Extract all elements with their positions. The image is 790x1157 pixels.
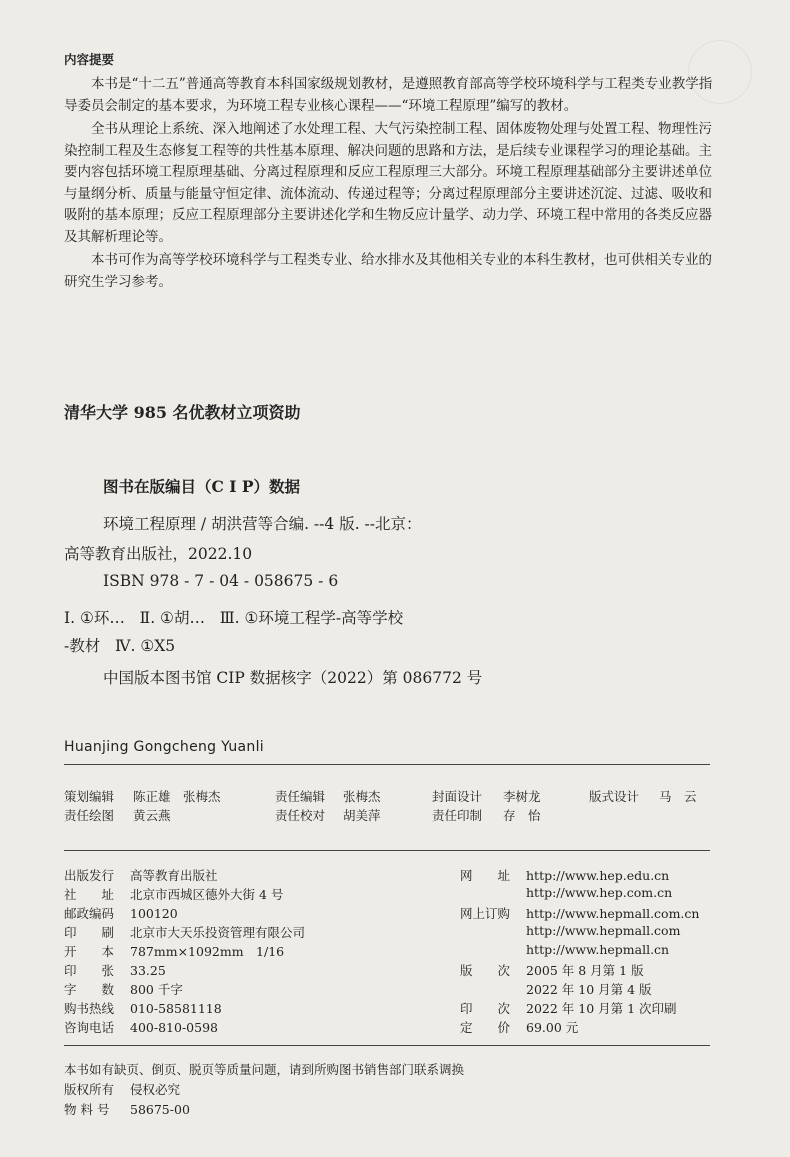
cip-title: 图书在版编目（C I P）数据 [103,477,301,496]
publish-value: 69.00 元 [526,1020,579,1035]
publish-value: http://www.hep.com.cn [526,885,673,900]
staff-value: 马 云 [659,789,697,804]
cip-isbn: ISBN 978 - 7 - 04 - 058675 - 6 [103,572,339,590]
publish-value: 高等教育出版社 [130,868,218,883]
divider [64,850,710,851]
staff-value: 胡美萍 [343,808,381,823]
staff-value: 存 怡 [503,808,541,823]
publish-label: 网 址 [460,868,511,883]
staff-label: 版式设计 [589,789,640,804]
staff-value: 张梅杰 [343,789,381,804]
publish-value: 800 千字 [130,982,183,997]
summary-paragraph-1: 本书是“十二五”普通高等教育本科国家级规划教材，是遵照教育部高等学校环境科学与工程类专业教学指导委员会制定的基本要求，为环境工程专业核心课程——“环境工程原理”编写的教材。 [64,76,713,114]
publish-label: 版 次 [460,963,511,978]
publish-label: 咨询电话 [64,1020,115,1035]
staff-value: 黄云燕 [133,808,171,823]
staff-label: 责任印制 [432,808,483,823]
rights-value: 侵权必究 [130,1082,181,1097]
summary-paragraph-3: 本书可作为高等学校环境科学与工程类专业、给水排水及其他相关专业的本科生教材，也可供相关专业的研究生学习参考。 [64,252,712,290]
publish-value: 400-810-0598 [130,1020,218,1035]
publish-label: 邮政编码 [64,906,115,921]
cip-number: 中国版本图书馆 CIP 数据核字（2022）第 086772 号 [103,669,483,687]
publish-value: 2005 年 8 月第 1 版 [526,963,644,978]
publish-value: 33.25 [130,963,166,978]
publish-value: http://www.hepmall.com [526,923,681,938]
pinyin-title: Huanjing Gongcheng Yuanli [64,739,264,755]
staff-value: 陈正雄 张梅杰 [133,789,221,804]
publish-value: 787mm×1092mm 1/16 [130,944,285,959]
cip-line-1: 环境工程原理 / 胡洪营等合编. --4 版. --北京： [103,515,422,533]
publish-label: 网上订购 [460,906,511,921]
staff-label: 责任校对 [275,808,326,823]
material-label: 物 料 号 [64,1102,110,1117]
publish-value: 2022 年 10 月第 4 版 [526,982,652,997]
cip-line-2: 高等教育出版社，2022.10 [64,545,253,563]
publish-label: 字 数 [64,982,115,997]
material-number: 58675-00 [130,1102,190,1117]
staff-value: 李树龙 [503,789,541,804]
funding-line: 清华大学 985 名优教材立项资助 [64,403,301,422]
publish-value: http://www.hep.edu.cn [526,868,670,883]
publish-label: 出版发行 [64,868,115,883]
cip-line-5: -教材 Ⅳ. ①X5 [64,637,176,655]
staff-label: 封面设计 [432,789,483,804]
summary-paragraph-2: 全书从理论上系统、深入地阐述了水处理工程、大气污染控制工程、固体废物处理与处置工程、物理性污染控制工程及生态修复工程等的共性基本原理、解决问题的思路和方法，是后续专业课程学习的理论基础。主要内容包括环境工程原理基础、分离过程原理和反应工程原理三大部分。环境工程原理基础部分主要讲述单位与量纲分析、质量与能量守恒定律、流体流动、传递过程等；分离过程原理部分主要讲述沉淀、过滤、吸收和吸附的基本原理；反应工程原理部分主要讲述化学和生物反应计量学、动力学、环境工程中常用的各类反应器及其解析理论等。 [64,121,712,245]
publish-value: 010-58581118 [130,1001,222,1016]
rights-label: 版权所有 [64,1082,115,1097]
publish-label: 印 张 [64,963,115,978]
publish-value: http://www.hepmall.com.cn [526,906,700,921]
publish-label: 定 价 [460,1020,511,1035]
publish-label: 购书热线 [64,1001,115,1016]
summary-body [64,74,724,293]
publish-value: http://www.hepmall.cn [526,942,670,957]
publish-value: 北京市西城区德外大街 4 号 [130,887,284,902]
publish-value: 北京市大天乐投资管理有限公司 [130,925,306,940]
publish-value: 100120 [130,906,178,921]
staff-label: 责任绘图 [64,808,115,823]
summary-heading: 内容提要 [64,52,115,67]
publish-value: 2022 年 10 月第 1 次印刷 [526,1001,677,1016]
divider [64,764,710,765]
staff-label: 策划编辑 [64,789,115,804]
publish-label: 印 刷 [64,925,115,940]
staff-label: 责任编辑 [275,789,326,804]
publish-label: 开 本 [64,944,115,959]
publish-label: 社 址 [64,887,115,902]
quality-notice: 本书如有缺页、倒页、脱页等质量问题，请到所购图书销售部门联系调换 [64,1062,465,1077]
cip-line-4: Ⅰ. ①环… Ⅱ. ①胡… Ⅲ. ①环境工程学-高等学校 [64,609,404,627]
publish-label: 印 次 [460,1001,511,1016]
divider [64,1045,710,1046]
